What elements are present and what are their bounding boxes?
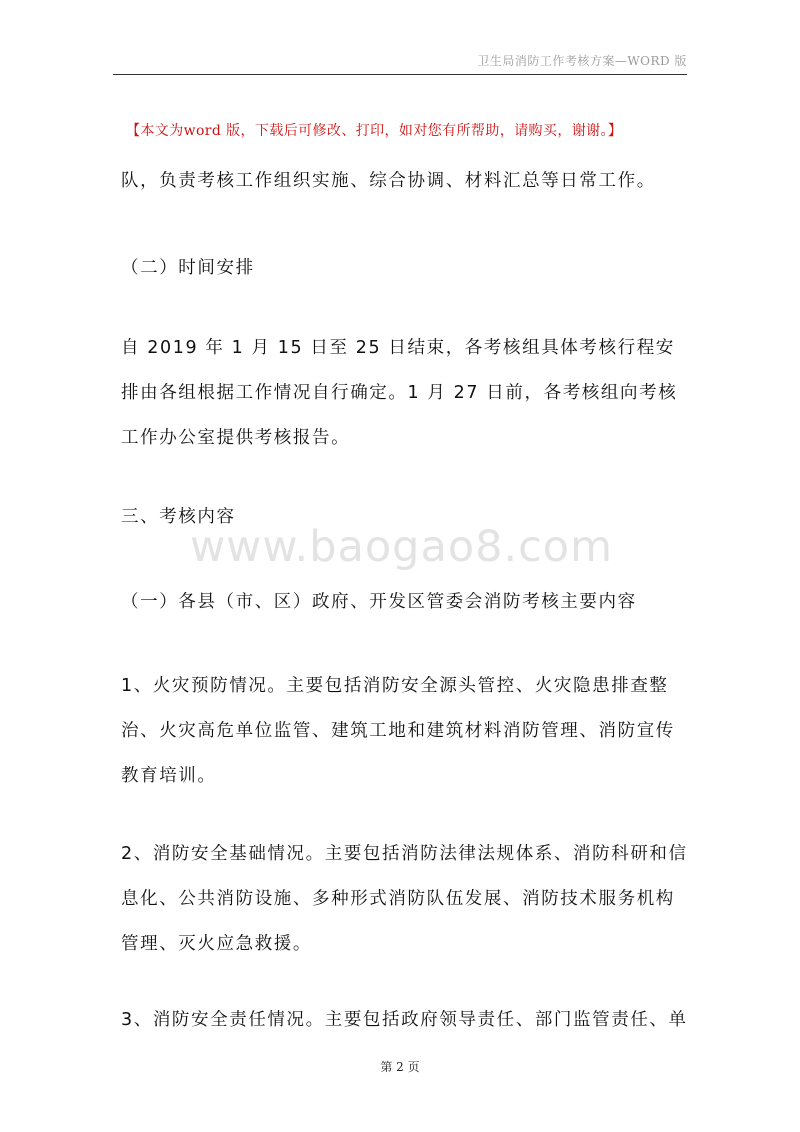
subsection-heading-government: （一）各县（市、区）政府、开发区管委会消防考核主要内容 — [121, 592, 637, 612]
page-number: 第 2 页 — [380, 1060, 420, 1074]
header-divider — [113, 74, 687, 75]
list-item-safety-responsibility: 3、消防安全责任情况。主要包括政府领导责任、部门监管责任、单 — [121, 1010, 688, 1030]
paragraph-continuation: 队，负责考核工作组织实施、综合协调、材料汇总等日常工作。 — [121, 171, 656, 191]
section-heading-schedule: （二）时间安排 — [121, 258, 255, 278]
list-item-fire-prevention: 1、火灾预防情况。主要包括消防安全源头管控、火灾隐患排查整治、火灾高危单位监管、建筑工地和建筑材料消防管理、消防宣传教育培训。 — [121, 676, 675, 786]
paragraph-schedule: 自 2019 年 1 月 15 日至 25 日结束，各考核组具体考核行程安排由各组根据工作情况自行确定。1 月 27 日前，各考核组向考核工作办公室提供考核报告。 — [121, 338, 678, 448]
watermark: www.baogao8.com — [190, 522, 613, 572]
purchase-notice: 【本文为word 版，下载后可修改、打印，如对您有所帮助，请购买，谢谢。】 — [126, 123, 623, 139]
page-header: 卫生局消防工作考核方案—WORD 版 — [477, 54, 687, 68]
section-heading-content: 三、考核内容 — [121, 507, 236, 527]
list-item-safety-basics: 2、消防安全基础情况。主要包括消防法律法规体系、消防科研和信息化、公共消防设施、多种形式消防队伍发展、消防技术服务机构管理、灭火应急救援。 — [121, 844, 688, 954]
